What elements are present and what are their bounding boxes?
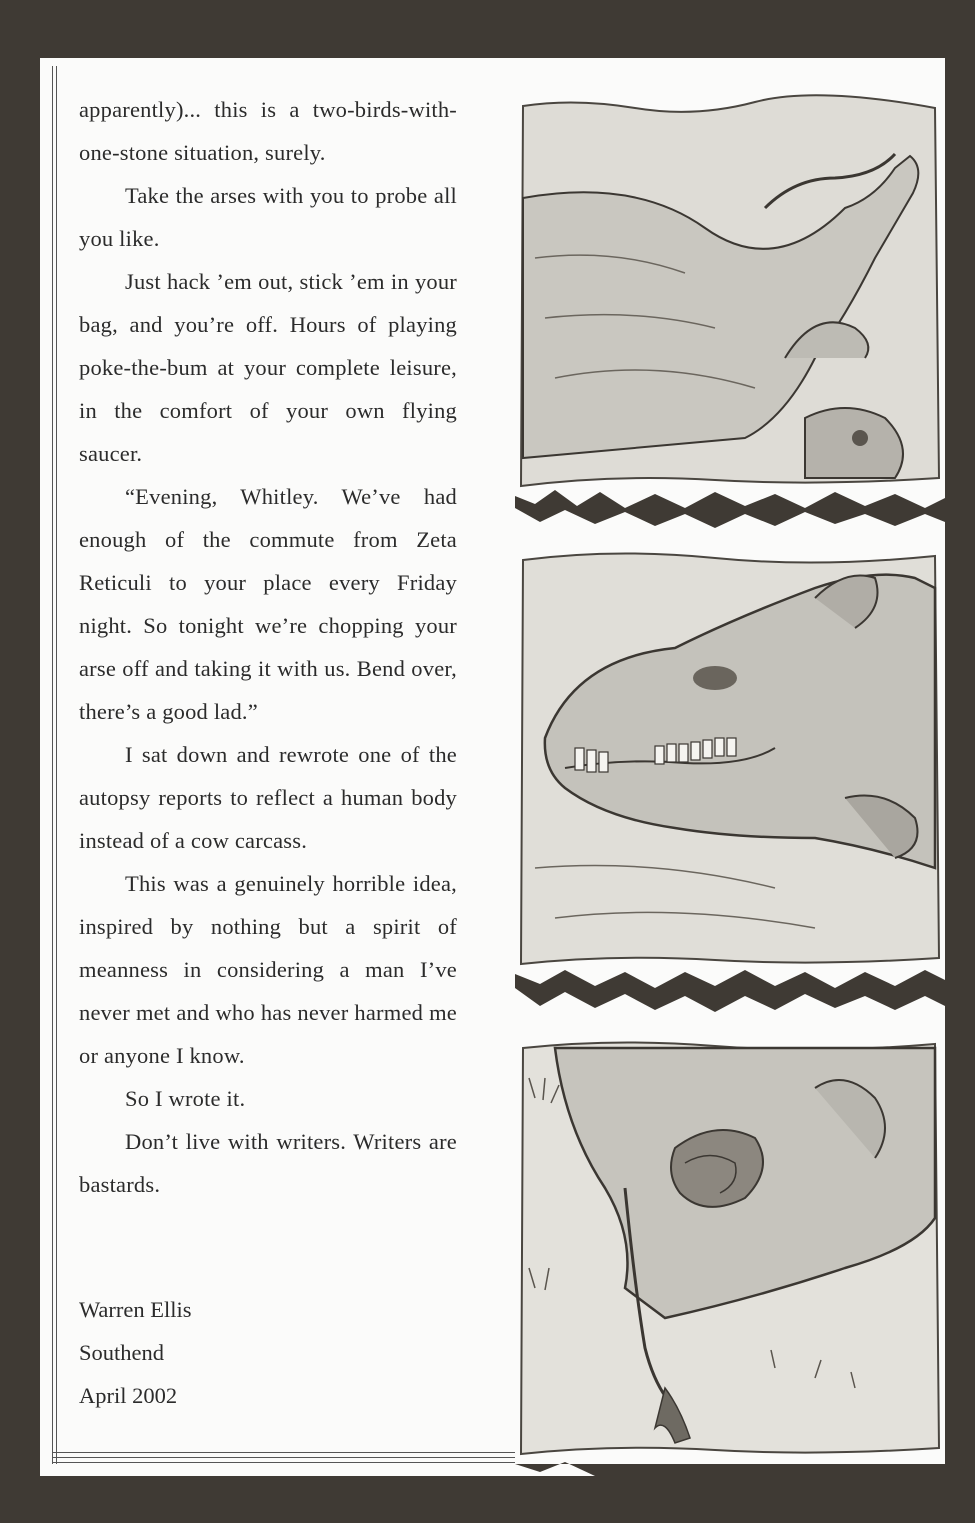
paragraph-7: So I wrote it. bbox=[125, 1086, 246, 1111]
panel-cow-legs bbox=[515, 58, 945, 508]
signature-author: Warren Ellis bbox=[79, 1297, 192, 1322]
panel-cow-tail bbox=[515, 988, 945, 1476]
signature-date: April 2002 bbox=[79, 1383, 178, 1408]
paragraph-1: apparently)... this is a two-birds-with-one-stone situation, surely. bbox=[79, 97, 457, 165]
bottom-rule-third bbox=[52, 1462, 522, 1463]
paragraph-6: This was a genuinely horrible idea, inspired by nothing but a spirit of meanness in considering a man I’ve never met and who has never harmed me or anyone I know. bbox=[79, 871, 457, 1068]
paragraph-3: Just hack ’em out, stick ’em in your bag, and you’re off. Hours of playing poke-the-bum at your complete leisure, in the comfort of your own flying saucer. bbox=[79, 269, 457, 466]
panel-cow-skull bbox=[515, 508, 945, 988]
paragraph-2: Take the arses with you to probe all you like. bbox=[79, 183, 457, 251]
bottom-rule bbox=[52, 1452, 522, 1453]
margin-rule-left-inner bbox=[56, 66, 57, 1464]
signature-block bbox=[79, 1288, 379, 1417]
paragraph-5: I sat down and rewrote one of the autopsy reports to reflect a human body instead of a cow carcass. bbox=[79, 742, 457, 853]
paragraph-4: “Evening, Whitley. We’ve had enough of the commute from Zeta Reticuli to your place every Friday night. So tonight we’re chopping your arse off and taking it with us. Bend over, there’s a good lad.” bbox=[79, 484, 457, 724]
bottom-rule-inner bbox=[52, 1457, 522, 1458]
paragraph-8: Don’t live with writers. Writers are bastards. bbox=[79, 1129, 457, 1197]
margin-rule-left bbox=[52, 66, 53, 1464]
signature-place: Southend bbox=[79, 1340, 165, 1365]
article-body bbox=[79, 88, 457, 1206]
